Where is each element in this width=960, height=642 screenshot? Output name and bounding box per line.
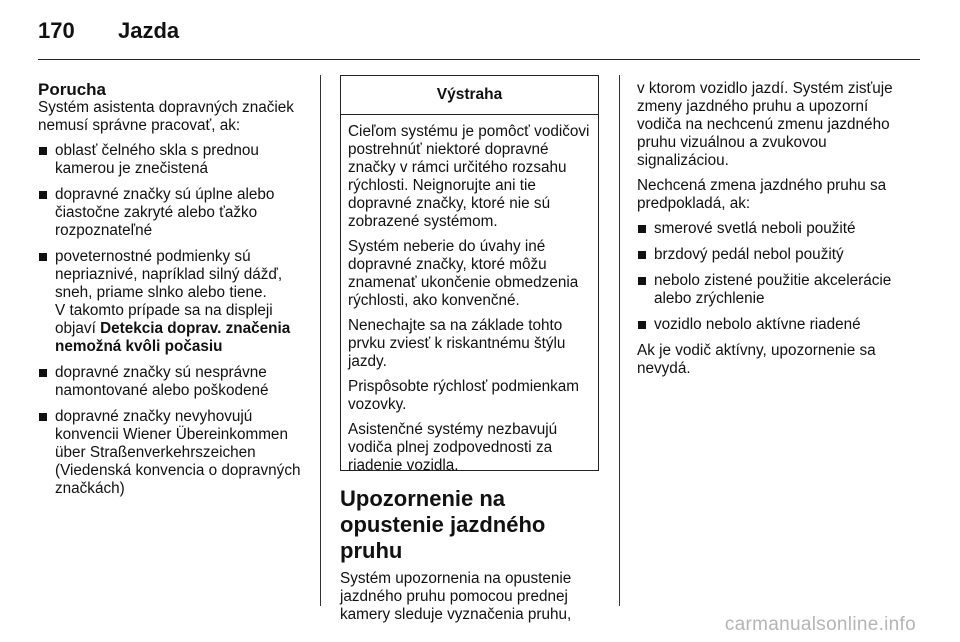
page-header — [38, 18, 179, 48]
column-divider-2 — [619, 75, 620, 606]
bullet-icon — [39, 413, 47, 421]
chapter-title: Jazda — [118, 18, 180, 43]
warning-paragraph: Asistenčné systémy nezbavujú vodiča plnej zodpovednosti za riadenie vozidla. — [348, 421, 558, 474]
list-item: dopravné značky sú úplne alebo čiastočne zakryté alebo ťažko rozpoznateľné — [38, 186, 304, 240]
lane-departure-section — [340, 486, 605, 631]
list-item: poveternostné podmienky sú nepriaznivé, napríklad silný dážď, sneh, priame slnko alebo tiene. V takomto prípade sa na displeji objaví Detekcia doprav. značenia nemožná kvôli počasiu — [38, 248, 304, 356]
list-item: vozidlo nebolo aktívne riadené — [637, 316, 905, 334]
list-item: dopravné značky nevyhovujú konvencii Wiener Übereinkommen über Straßenverkehrszeichen (Viedenská konvencia o dopravných značkách) — [38, 408, 304, 498]
section-heading: Upozornenie na opustenie jazdného pruhu — [340, 486, 546, 563]
bullet-icon — [638, 251, 646, 259]
warning-paragraph: Cieľom systému je pomôcť vodičovi postrehnúť niektoré dopravné značky v rámci určitého rozsahu rýchlosti. Neignorujte ani tie dopravné značky, ktoré nie sú zobrazené systémom. — [348, 123, 590, 230]
list-item: oblasť čelného skla s prednou kamerou je znečistená — [38, 142, 304, 178]
fault-heading: Porucha — [38, 80, 107, 99]
column-1 — [38, 80, 304, 506]
bullet-icon — [638, 277, 646, 285]
header-rule — [38, 59, 920, 60]
col3-paragraph-2: Nechcená zmena jazdného pruhu sa predpokladá, ak: — [637, 177, 887, 212]
warning-body — [341, 115, 598, 475]
column-3 — [637, 80, 905, 385]
list-item: dopravné značky sú nesprávne namontované alebo poškodené — [38, 364, 304, 400]
warning-paragraph: Prispôsobte rýchlosť podmienkam vozovky. — [348, 378, 580, 413]
list-item: smerové svetlá neboli použité — [637, 220, 905, 238]
bullet-icon — [39, 191, 47, 199]
warning-title: Výstraha — [341, 76, 598, 115]
lane-change-list — [637, 220, 905, 334]
list-item: brzdový pedál nebol použitý — [637, 246, 905, 264]
column-divider-1 — [320, 75, 321, 606]
list-item: nebolo zistené použitie akcelerácie alebo zrýchlenie — [637, 272, 905, 308]
bullet-icon — [39, 369, 47, 377]
bullet-icon — [39, 253, 47, 261]
fault-intro: Systém asistenta dopravných značiek nemusí správne pracovať, ak: — [38, 99, 294, 134]
warning-paragraph: Nenechajte sa na základe tohto prvku zviesť k riskantnému štýlu jazdy. — [348, 317, 566, 370]
watermark: carmanualsonline.info — [724, 614, 916, 635]
page-number: 170 — [38, 18, 75, 43]
warning-box — [340, 75, 599, 474]
fault-list — [38, 142, 304, 498]
col3-paragraph-1: v ktorom vozidlo jazdí. Systém zisťuje zmeny jazdného pruhu a upozorní vodiča na nechcenú zmenu jazdného pruhu vizuálnou a zvukovou signalizáciou. — [637, 80, 893, 169]
bullet-icon — [638, 321, 646, 329]
col3-paragraph-3: Ak je vodič aktívny, upozornenie sa nevydá. — [637, 342, 876, 377]
bullet-icon — [39, 147, 47, 155]
bullet-icon — [638, 225, 646, 233]
warning-paragraph: Systém neberie do úvahy iné dopravné značky, ktoré môžu znamenať ukončenie obmedzenia rýchlosti, ako konvenčné. — [348, 238, 579, 309]
display-message: Detekcia doprav. značenia nemožná kvôli počasiu — [55, 320, 291, 355]
display-note: V takomto prípade sa na displeji objaví — [55, 302, 273, 337]
section-text: Systém upozornenia na opustenie jazdného pruhu pomocou prednej kamery sleduje vyznačenia pruhu, — [340, 570, 572, 623]
